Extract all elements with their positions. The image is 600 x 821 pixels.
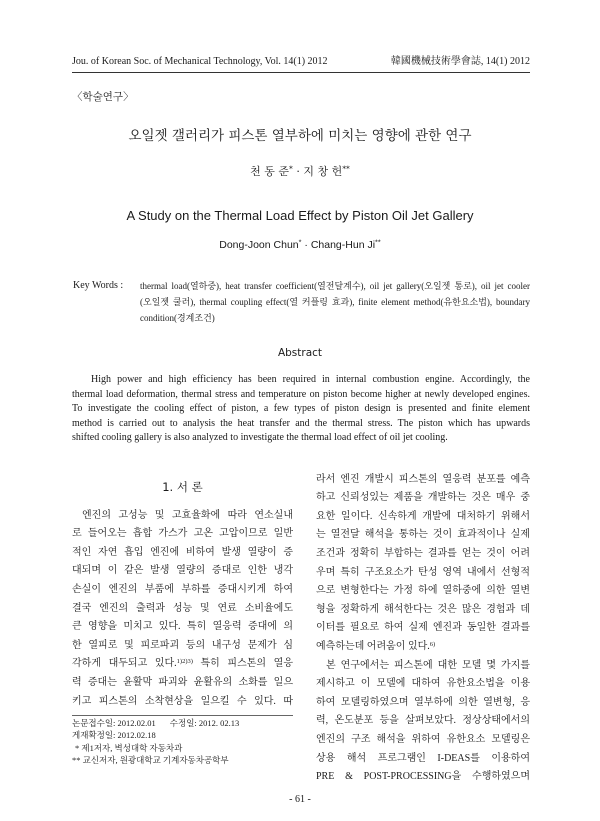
abstract-line: To investigate the cooling effect of piston, a few types of piston design is presented and finite element <box>72 403 530 415</box>
intro-line: 력 증대는 윤활막 파괴와 윤활유의 소화를 일으 <box>72 677 293 689</box>
section-heading: 1. 서 론 <box>162 480 203 494</box>
keyword-line: (오일젯 쿨러), thermal coupling effect(열 커플링 효과), finite element method(유한요소법), boundary <box>140 297 530 307</box>
citation-ref: 6) <box>429 640 436 648</box>
page-number: - 61 - <box>289 794 311 805</box>
intro-line: 라서 엔진 개발시 피스톤의 열응력 분포를 예측 <box>316 473 530 485</box>
title-korean: 오일젯 갤러리가 피스톤 열부하에 미치는 영향에 관한 연구 <box>128 128 472 144</box>
abstract-line: thermal load deformation, thermal stress and temperature on piston become higher at newly developed engines. <box>72 388 530 400</box>
intro-line <box>316 638 530 657</box>
authors-korean <box>0 164 600 180</box>
footnotes <box>72 717 312 767</box>
keyword-line: thermal load(열하중), heat transfer coefficient(열전달계수), oil jet gallery(오일젯 통로), oil jet cooler <box>140 281 530 291</box>
footnote-dates <box>72 717 312 729</box>
intro-line: 하고 신뢰성있는 제품을 개발하는 것은 매우 중 <box>316 492 530 504</box>
intro-line: 키고 피스톤의 소착현상을 일으킬 수 있다. 따 <box>72 695 293 707</box>
citation-ref: 1)2)3) <box>176 658 193 666</box>
intro-line: 이터를 필요로 하여 실제 엔진과 동일한 결과를 <box>316 622 530 634</box>
author-separator: · <box>304 239 308 251</box>
intro-line: 적인 자연 흡입 엔진에 비하여 발생 열량이 증 <box>72 546 293 558</box>
keywords-label: Key Words : <box>73 280 124 291</box>
intro-left-column <box>72 507 293 712</box>
article-category: 〈학술연구〉 <box>72 91 134 103</box>
intro-line: 엔진의 구조 해석을 위하여 유한요소 모델링은 <box>316 734 530 745</box>
author-separator: · <box>296 165 300 178</box>
corresponding-author-note: ** 교신저자, 원광대학교 기계자동차공학부 <box>72 755 229 766</box>
intro-line: 조건과 정확히 부합하는 결과를 얻는 것이 어려 <box>316 548 530 560</box>
title-english: A Study on the Thermal Load Effect by Piston Oil Jet Gallery <box>126 208 474 223</box>
intro-line: 손실이 엔진의 부품에 부하를 증대시키게 하여 <box>72 584 293 596</box>
intro-line: 으로 변형한다는 가정 하에 열하중에 의한 열변 <box>316 585 530 597</box>
intro-line: 엔진의 고성능 및 고효율화에 따라 연소실내 <box>82 509 293 521</box>
revised-date: 수정일: 2012. 02.13 <box>169 718 240 728</box>
abstract-line: method is carried out to analysis the heat transfer and the thermal stress. The piston which has upwards <box>72 417 530 429</box>
accepted-date: 게재확정일: 2012.02.18 <box>72 730 156 741</box>
intro-line: 상용 해석 프로그램인 I-DEAS를 이용하여 <box>316 752 530 764</box>
keyword-line: condition(경계조건) <box>140 313 215 323</box>
abstract-body <box>72 373 530 446</box>
header-rule <box>72 72 530 73</box>
author-name: Dong-Joon Chun <box>219 239 299 251</box>
intro-line: 큰 영향을 미치고 있다. 특히 열응력 증대에 의 <box>72 621 293 633</box>
intro-line: 요한 일이다. 신속하게 개발에 대처하기 위해서 <box>316 510 530 522</box>
intro-line: 력, 온도분포 등을 살펴보았다. 정상상태에서의 <box>316 715 530 727</box>
intro-line <box>72 655 293 674</box>
first-author-note: * 제1저자, 벽성대학 자동차과 <box>75 742 183 753</box>
author-mark: ** <box>375 237 381 247</box>
abstract-heading: Abstract <box>277 347 323 359</box>
journal-name-kr: 韓國機械技術學會誌, 14(1) 2012 <box>390 56 530 67</box>
journal-name-en: Jou. of Korean Soc. of Mechanical Technology, Vol. 14(1) 2012 <box>72 56 328 67</box>
author-mark: * <box>288 164 293 174</box>
footnote-rule <box>72 715 293 716</box>
author-name: 지 창 헌 <box>303 165 343 178</box>
intro-line: 제시하고 이 모델에 대하여 유한요소법을 이용 <box>316 678 530 690</box>
author-name: Chang-Hun Ji <box>310 239 376 251</box>
intro-line: 는 열전달 해석을 통하는 것이 효과적이나 실제 <box>316 529 530 541</box>
intro-line: 결국 엔진의 출력과 성능 및 연료 소비율에도 <box>72 602 293 614</box>
running-header <box>72 55 530 69</box>
author-mark: ** <box>342 164 350 174</box>
intro-right-column <box>316 471 530 787</box>
intro-line: 우며 특히 구조요소가 탄성 영역 내에서 선형적 <box>316 566 530 578</box>
intro-line: PRE & POST-PROCESSING을 수행하였으며 <box>316 771 530 783</box>
abstract-line: shifted cooling gallery is also analyzed to investigate the thermal load effect of oil jet cooling. <box>72 432 448 444</box>
received-date: 논문접수일: 2012.02.01 <box>72 718 156 728</box>
intro-text: 특히 피스톤의 열응 <box>192 658 293 670</box>
intro-text: 예측하는데 어려움이 있다. <box>316 641 430 653</box>
intro-line: 하여 모델링하였으며 열부하에 의한 열변형, 응 <box>316 696 530 708</box>
intro-text: 각하게 대두되고 있다. <box>72 658 177 670</box>
authors-english <box>0 238 600 252</box>
intro-line: 로 들어오는 흡합 가스가 고온 고압이므로 일반 <box>72 528 293 540</box>
author-name: 천 동 준 <box>250 165 289 178</box>
intro-line: 한 열피로 및 피로파괴 등의 내구성 문제가 심 <box>72 639 293 651</box>
keywords-list <box>140 278 530 326</box>
keywords-block <box>73 278 530 326</box>
intro-line: 본 연구에서는 피스톤에 대한 모델 몇 가지를 <box>326 659 530 671</box>
abstract-line: High power and high efficiency has been required in internal combustion engine. Accordingly, the <box>91 374 530 385</box>
intro-line: 형을 정확하게 해석한다는 것은 많은 경험과 데 <box>316 603 530 615</box>
author-mark: * <box>298 237 302 247</box>
intro-line: 대되며 이 같은 발생 열량의 증대로 인한 냉각 <box>72 565 293 577</box>
